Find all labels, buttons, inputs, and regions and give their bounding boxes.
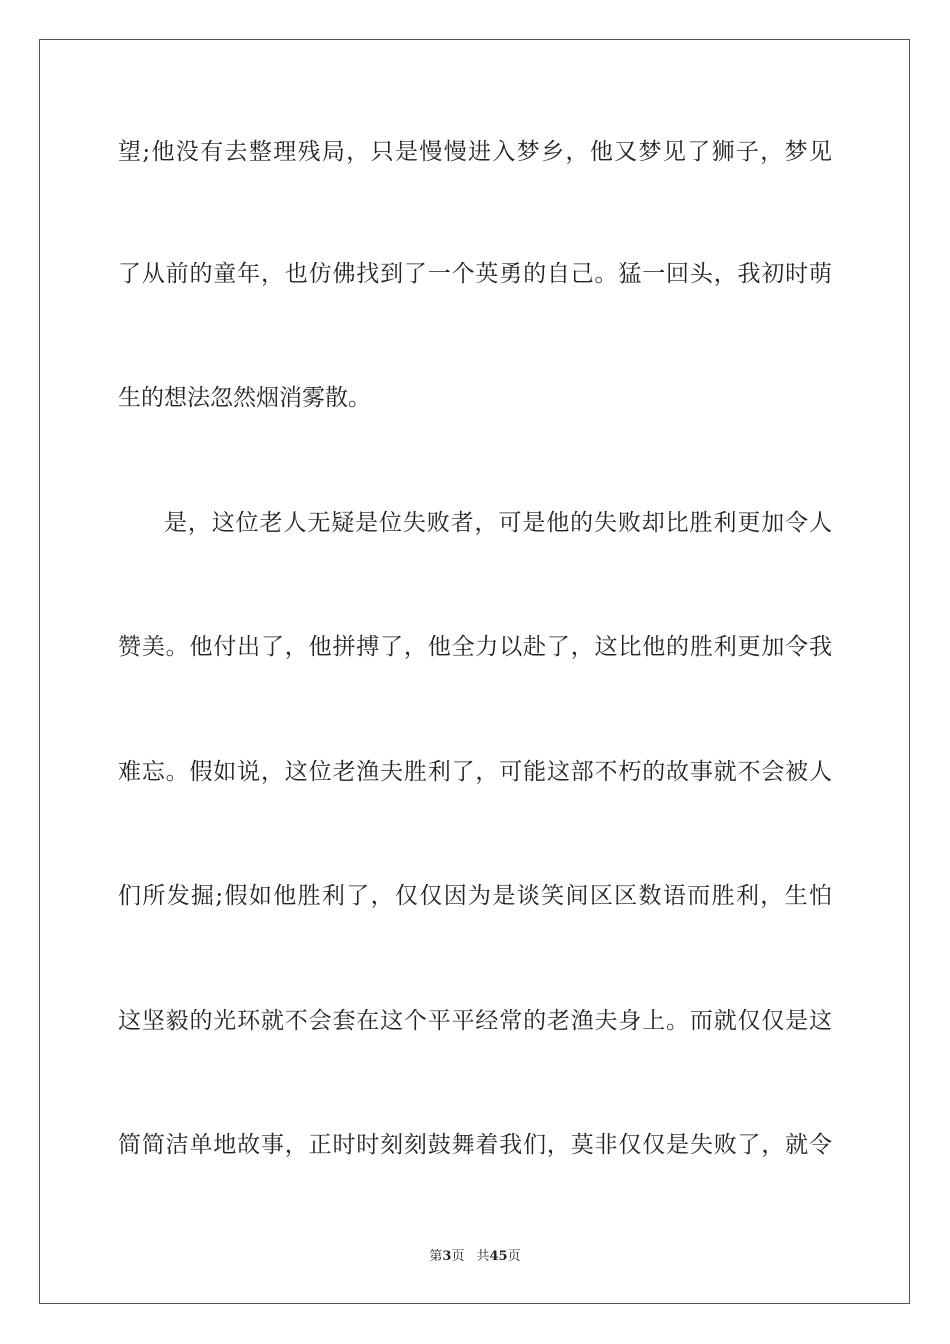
body-text-line-2: 了从前的童年，也仿佛找到了一个英勇的自己。猛一回头，我初时萌 bbox=[118, 261, 832, 287]
paragraph-start-line-4: 是，这位老人无疑是位失败者，可是他的失败却比胜利更加令人 bbox=[164, 510, 832, 536]
page-suffix: 页 bbox=[451, 1249, 465, 1264]
page-border bbox=[39, 39, 910, 1304]
body-text-line-6: 难忘。假如说，这位老渔夫胜利了，可能这部不朽的故事就不会被人 bbox=[118, 759, 832, 785]
total-suffix: 页 bbox=[507, 1249, 521, 1264]
page-total-number: 45 bbox=[489, 1249, 508, 1264]
page-current-number: 3 bbox=[442, 1249, 452, 1264]
body-text-line-5: 赞美。他付出了，他拼搏了，他全力以赴了，这比他的胜利更加令我 bbox=[118, 634, 832, 660]
page-prefix: 第 bbox=[429, 1249, 443, 1264]
body-text-line-9: 简简洁单地故事，正时时刻刻鼓舞着我们，莫非仅仅是失败了，就令 bbox=[118, 1132, 832, 1158]
body-text-line-3: 生的想法忽然烟消雾散。 bbox=[118, 385, 371, 411]
total-prefix: 共 bbox=[476, 1249, 490, 1264]
body-text-line-7: 们所发掘;假如他胜利了，仅仅因为是谈笑间区区数语而胜利，生怕 bbox=[118, 883, 832, 909]
body-text-line-1: 望;他没有去整理残局，只是慢慢进入梦乡，他又梦见了狮子，梦见 bbox=[118, 139, 832, 165]
body-text-line-8: 这坚毅的光环就不会套在这个平平经常的老渔夫身上。而就仅仅是这 bbox=[118, 1008, 832, 1034]
page-footer bbox=[0, 1248, 950, 1266]
